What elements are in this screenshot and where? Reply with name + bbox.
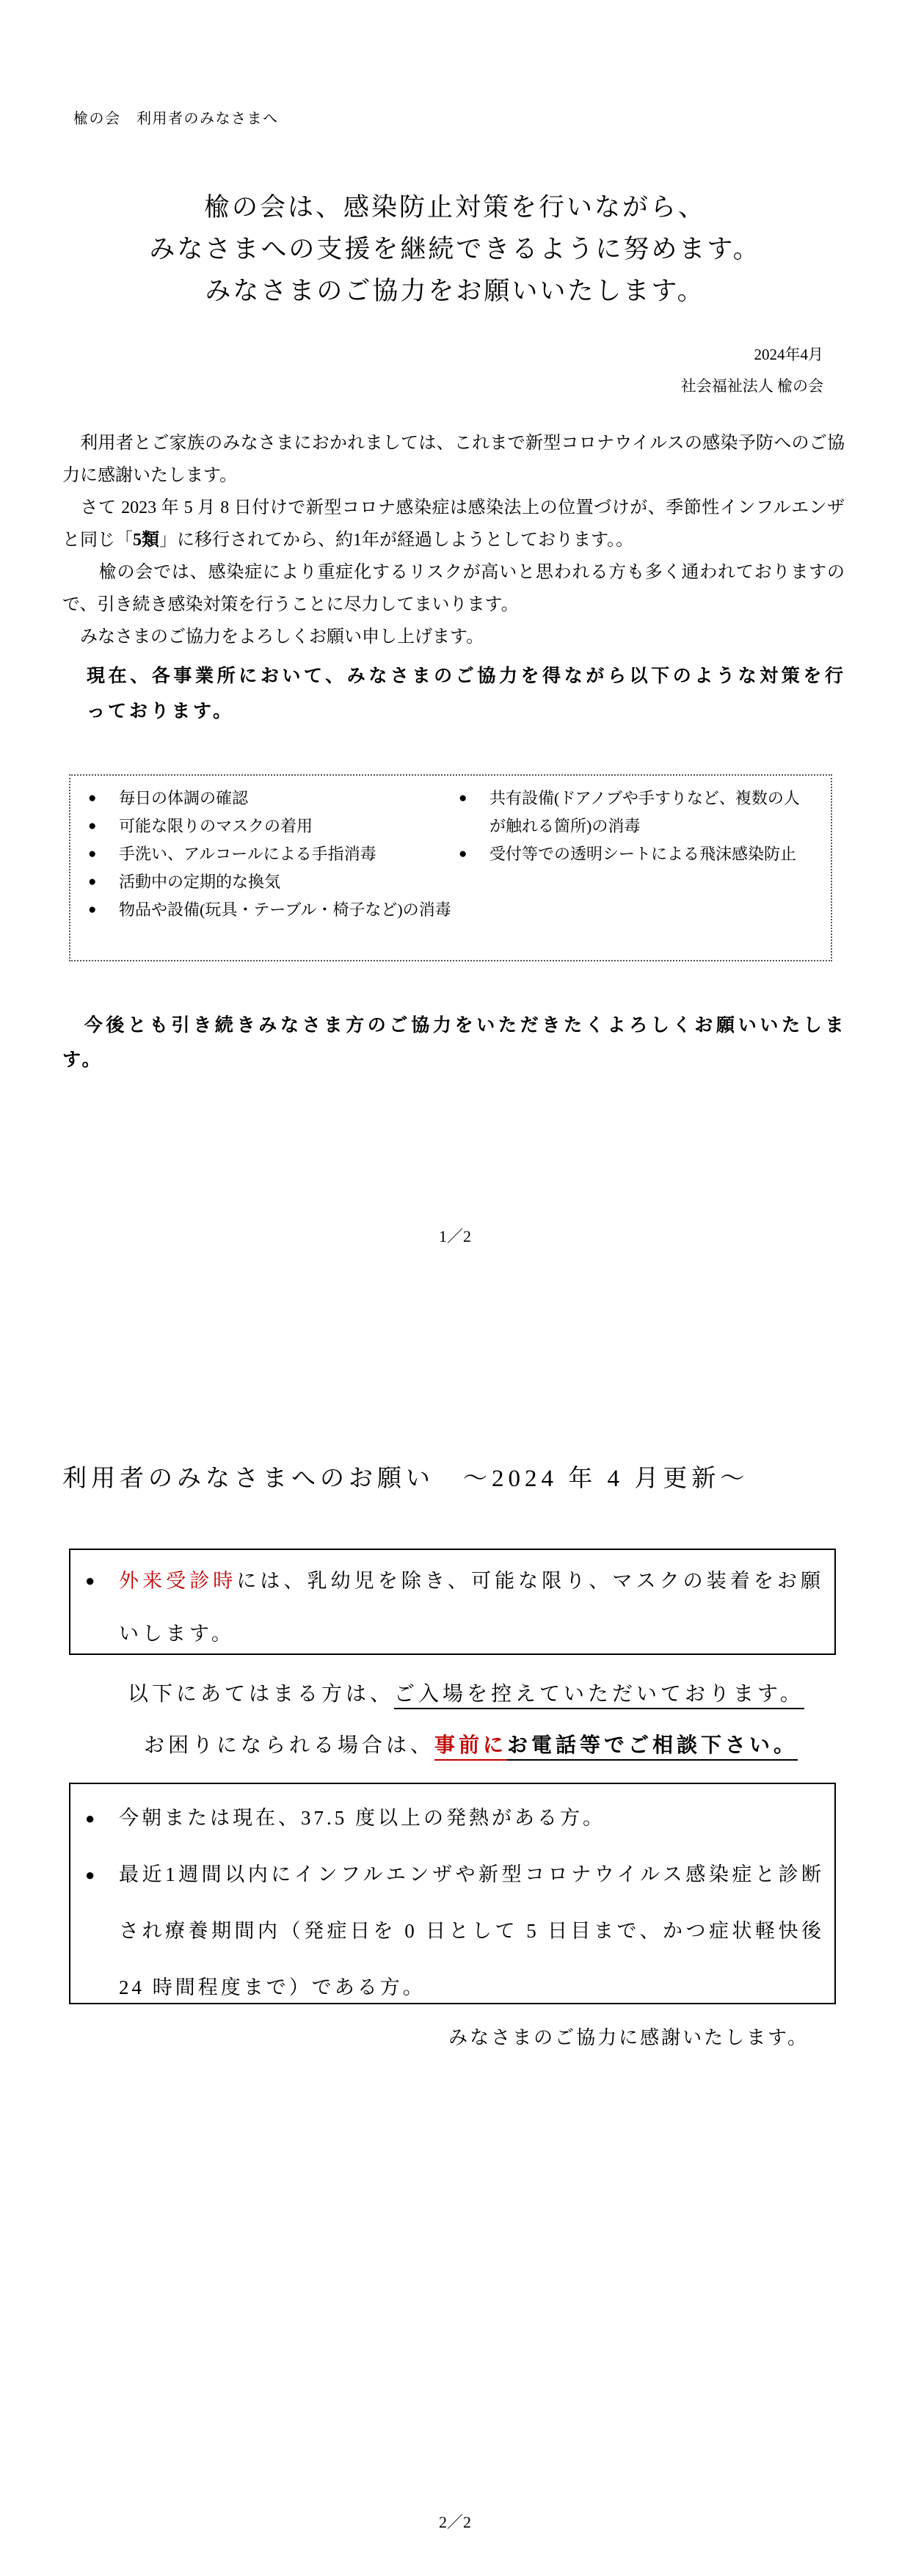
criteria-fever: 今朝または現在、37.5 度以上の発熱がある方。 xyxy=(119,1807,605,1829)
list-item xyxy=(85,1554,824,1660)
body-text xyxy=(62,427,845,653)
measure-label: 毎日の体調の確認 xyxy=(119,789,249,807)
title-line-1: 楡の会は、感染防止対策を行いながら、 xyxy=(203,193,706,222)
mask-request-rest: には、乳幼児を除き、可能な限り、マスクの装着をお願いします。 xyxy=(119,1570,824,1645)
bullet-icon: ● xyxy=(85,1809,98,1827)
list-item xyxy=(88,868,459,896)
mask-request-text xyxy=(119,1554,824,1660)
entry-restriction-note xyxy=(128,1678,804,1707)
list-item xyxy=(459,785,815,840)
paragraph-2-bold-class5: 5類 xyxy=(133,531,159,550)
measure-label: 活動中の定期的な換気 xyxy=(119,873,281,891)
page-number-2: 2／2 xyxy=(438,2513,471,2531)
measures-column-right xyxy=(459,785,815,960)
criteria-infection: 最近1週間以内にインフルエンザや新型コロナウイルス感染症と診断され療養期間内（発症日を 0 日として 5 日目まで、かつ症状軽快後 24 時間程度まで）である方。 xyxy=(119,1863,824,1998)
note2-pre: お困りになられる場合は、 xyxy=(144,1734,435,1757)
entry-criteria-box xyxy=(69,1783,836,2004)
list-item xyxy=(88,785,459,812)
note1-underlined: ご入場を控えていただいております。 xyxy=(394,1683,804,1709)
measures-box xyxy=(69,774,832,961)
date-block xyxy=(681,339,823,402)
note1-pre: 以下にあてはまる方は、 xyxy=(128,1683,395,1706)
list-item xyxy=(85,1790,824,1847)
bullet-icon: ● xyxy=(88,818,97,834)
bullet-icon: ● xyxy=(459,846,467,862)
measure-label: 受付等での透明シートによる飛沫感染防止 xyxy=(489,845,797,863)
bullet-icon: ● xyxy=(85,1866,98,1884)
mask-request-box xyxy=(69,1549,836,1655)
measures-intro: 現在、各事業所において、みなさまのご協力を得ながら以下のような対策を行っております。 xyxy=(87,666,846,721)
paragraph-1: 利用者とご家族のみなさまにおかれましては、これまで新型コロナウイルスの感染予防へのご協力に感謝いたします。 xyxy=(62,434,845,485)
list-item xyxy=(85,1847,824,2016)
title-line-2: みなさまへの支援を継続できるように努めます。 xyxy=(149,235,761,263)
page2-title: 利用者のみなさまへのお願い ～2024 年 4 月更新～ xyxy=(62,1466,749,1492)
measures-column-left xyxy=(88,785,459,960)
bullet-icon: ● xyxy=(88,874,97,889)
measure-label: 共有設備(ドアノブや手すりなど、複数の人が触れる箇所)の消毒 xyxy=(489,789,800,835)
page-number-1: 1／2 xyxy=(438,1227,471,1245)
bullet-icon: ● xyxy=(88,790,97,806)
measure-label: 可能な限りのマスクの着用 xyxy=(119,817,313,835)
organization-name: 社会福祉法人 楡の会 xyxy=(680,377,823,395)
issue-date: 2024年4月 xyxy=(754,346,823,363)
closing-paragraph: 今後とも引き続きみなさま方のご協力をいただきたくよろしくお願いいたします。 xyxy=(62,1016,846,1070)
paragraph-4: みなさまのご協力をよろしくお願い申し上げます。 xyxy=(62,627,484,647)
thanks-note: みなさまのご協力に感謝いたします。 xyxy=(448,2027,809,2048)
paragraph-2-post: 」に移行されてから、約1年が経過しようとしております。。 xyxy=(159,531,634,550)
measure-label: 手洗い、アルコールによる手指消毒 xyxy=(119,845,376,863)
note2-bold-phone: お電話等でご相談下さい。 xyxy=(507,1734,798,1761)
bullet-icon: ● xyxy=(88,846,97,862)
bullet-icon: ● xyxy=(88,902,97,917)
document-title xyxy=(0,186,910,312)
note2-red-advance: 事前に xyxy=(434,1734,507,1761)
measure-label: 物品や設備(玩具・テーブル・椅子など)の消毒 xyxy=(119,900,451,919)
list-item xyxy=(88,840,459,868)
list-item xyxy=(88,812,459,840)
phone-consult-note xyxy=(144,1729,798,1758)
bullet-icon: ● xyxy=(85,1571,99,1590)
title-line-3: みなさまのご協力をお願いいたします。 xyxy=(205,277,705,305)
outpatient-visit-red-text: 外来受診時 xyxy=(119,1570,237,1592)
paragraph-3: 楡の会では、感染症により重症化するリスクが高いと思われる方も多く通われておりますので、引き続き感染対策を行うことに尽力してまいります。 xyxy=(62,563,845,614)
bullet-icon: ● xyxy=(459,790,467,806)
list-item xyxy=(459,840,815,868)
paragraph-2-pre: さて 2023 年 5 月 8 日付けで新型コロナ感染症は感染法上の位置づけが、季節性インフルエンザと同じ「 xyxy=(62,498,845,550)
paragraph-2 xyxy=(62,492,845,556)
document-header: 楡の会 利用者のみなさまへ xyxy=(73,111,279,127)
list-item xyxy=(88,896,459,924)
